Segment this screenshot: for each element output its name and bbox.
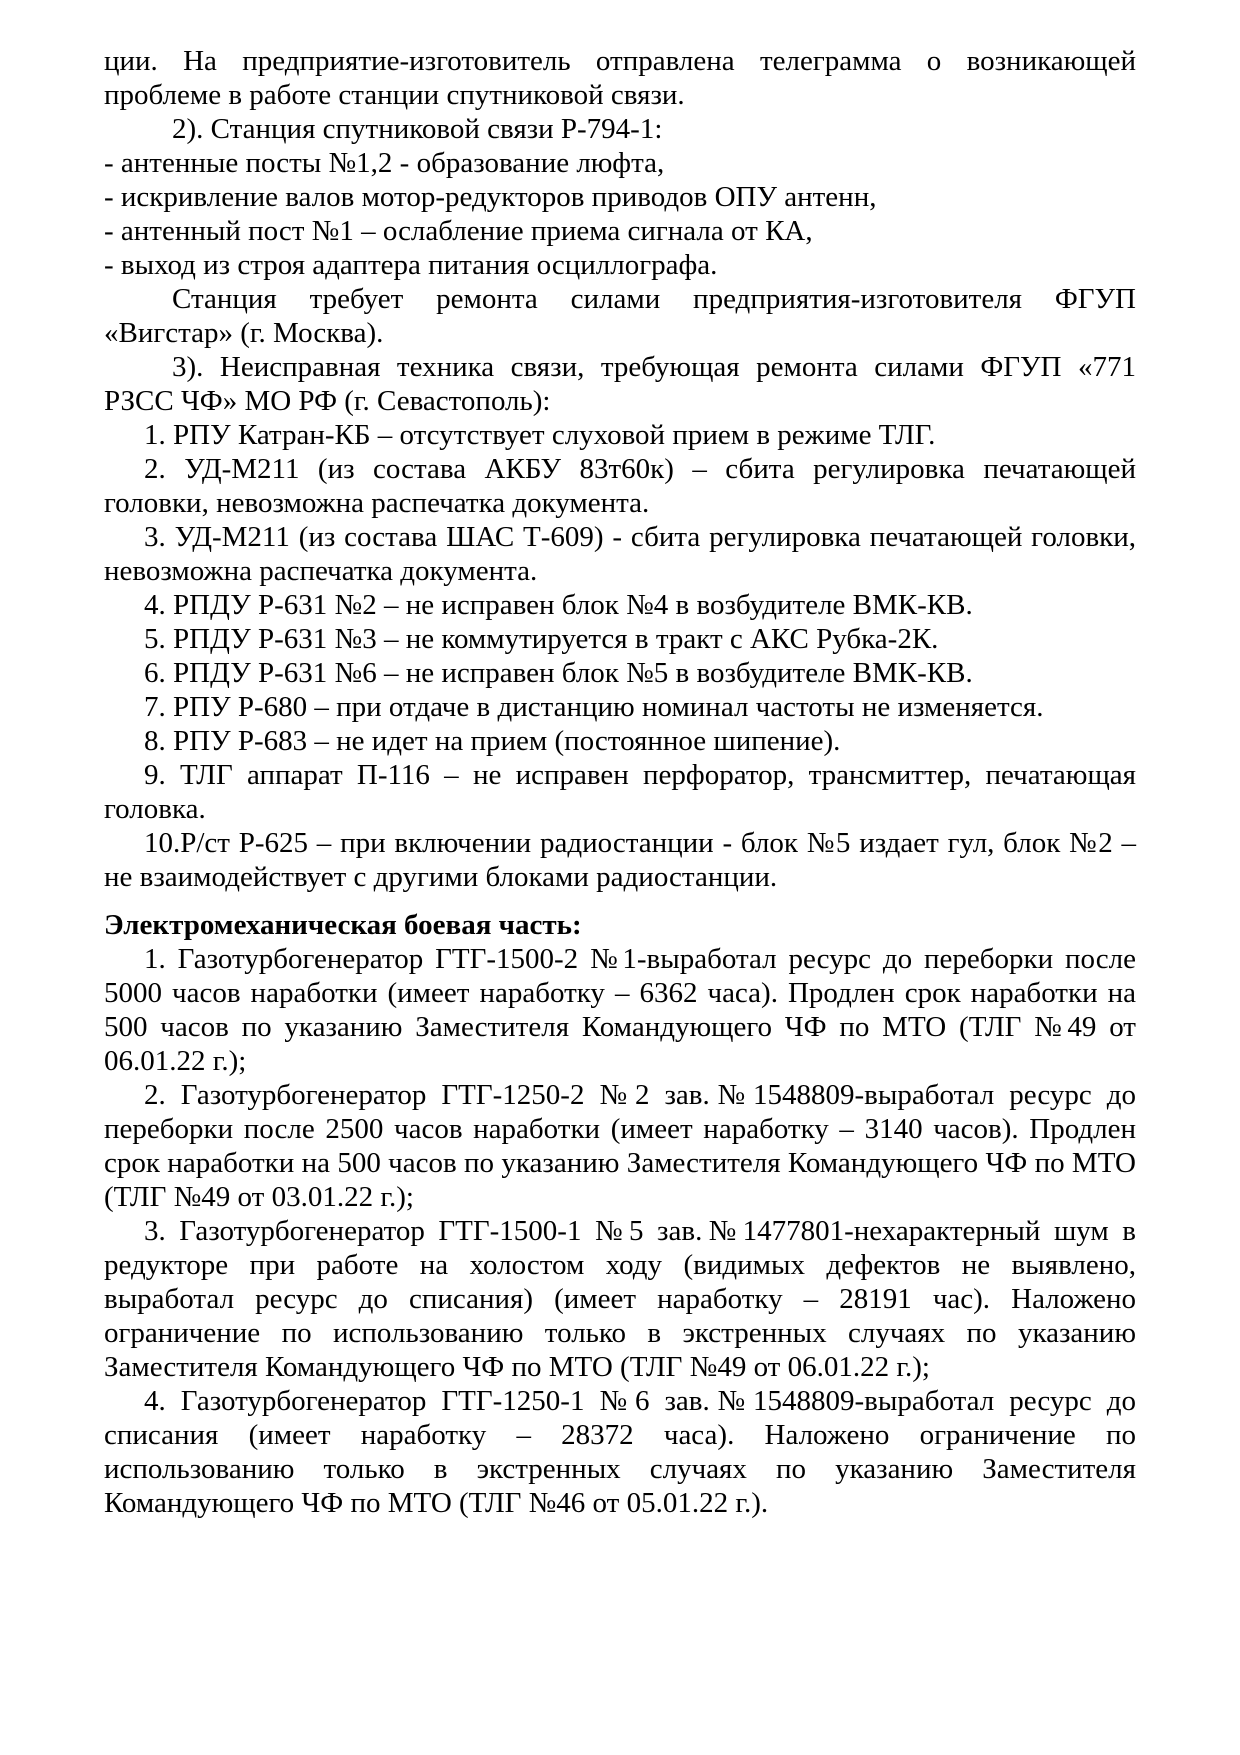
faulty-comms-section-heading: 3). Неисправная техника связи, требующая ремонта силами ФГУП «771 РЗСС ЧФ» МО РФ (г. Севастополь): (104, 351, 1136, 417)
satellite-defect-item-3: - антенный пост №1 – ослабление приема сигнала от КА, (104, 215, 813, 247)
electromechanical-section-heading: Электромеханическая боевая часть: (104, 909, 582, 941)
comms-fault-item-2: 2. УД-М211 (из состава АКБУ 83т60к) – сбита регулировка печатающей головки, невозможна распечатка документа. (104, 453, 1136, 519)
satellite-section-heading: 2). Станция спутниковой связи Р-794-1: (172, 113, 663, 145)
emb-item-4: 4. Газотурбогенератор ГТГ-1250-1 №6 зав.№1548809-выработал ресурс до списания (имеет наработку – 28372 часа). Наложено ограничение по использованию только в экстренных случаях по указанию Заместителя Командующего ЧФ по МТО (ТЛГ №46 от 05.01.22 г.). (104, 1385, 1136, 1519)
emb-item-3: 3. Газотурбогенератор ГТГ-1500-1 №5 зав.№1477801-нехарактерный шум в редукторе при работе на холостом ходу (видимых дефектов не выявлено, выработал ресурс до списания) (имеет наработку – 28191 час). Наложено ограничение по использованию только в экстренных случаях по указанию Заместителя Командующего ЧФ по МТО (ТЛГ №49 от 06.01.22 г.); (104, 1215, 1136, 1383)
comms-fault-item-6: 6. РПДУ Р-631 №6 – не исправен блок №5 в возбудителе ВМК-КВ. (144, 657, 973, 689)
comms-fault-item-1: 1. РПУ Катран-КБ – отсутствует слуховой прием в режиме ТЛГ. (144, 419, 936, 451)
comms-fault-item-4: 4. РПДУ Р-631 №2 – не исправен блок №4 в возбудителе ВМК-КВ. (144, 589, 973, 621)
emb-item-1: 1. Газотурбогенератор ГТГ-1500-2 №1-выработал ресурс до переборки после 5000 часов наработки (имеет наработку – 6362 часа). Продлен срок наработки на 500 часов по указанию Заместителя Командующего ЧФ по МТО (ТЛГ №49 от 06.01.22 г.); (104, 943, 1136, 1077)
comms-fault-item-8: 8. РПУ Р-683 – не идет на прием (постоянное шипение). (144, 725, 841, 757)
satellite-section-note: Станция требует ремонта силами предприятия-изготовителя ФГУП «Вигстар» (г. Москва). (104, 283, 1136, 349)
satellite-defect-item-2: - искривление валов мотор-редукторов приводов ОПУ антенн, (104, 181, 877, 213)
satellite-defect-item-1: - антенные посты №1,2 - образование люфта, (104, 147, 665, 179)
comms-fault-item-5: 5. РПДУ Р-631 №3 – не коммутируется в тракт с АКС Рубка-2К. (144, 623, 939, 655)
comms-fault-item-7: 7. РПУ Р-680 – при отдаче в дистанцию номинал частоты не изменяется. (144, 691, 1044, 723)
comms-fault-item-10: 10.Р/ст Р-625 – при включении радиостанции - блок №5 издает гул, блок №2 – не взаимодействует с другими блоками радиостанции. (104, 827, 1136, 893)
satellite-defect-item-4: - выход из строя адаптера питания осциллографа. (104, 249, 718, 281)
comms-fault-item-9: 9. ТЛГ аппарат П-116 – не исправен перфоратор, трансмиттер, печатающая головка. (104, 759, 1136, 825)
comms-fault-item-3: 3. УД-М211 (из состава ШАС Т-609) - сбита регулировка печатающей головки, невозможна распечатка документа. (104, 521, 1136, 587)
emb-item-2: 2. Газотурбогенератор ГТГ-1250-2 №2 зав.№1548809-выработал ресурс до переборки после 2500 часов наработки (имеет наработку – 3140 часов). Продлен срок наработки на 500 часов по указанию Заместителя Командующего ЧФ по МТО (ТЛГ №49 от 03.01.22 г.); (104, 1079, 1136, 1213)
paragraph-continuation: ции. На предприятие-изготовитель отправлена телеграмма о возникающей проблеме в работе станции спутниковой связи. (104, 45, 1136, 111)
